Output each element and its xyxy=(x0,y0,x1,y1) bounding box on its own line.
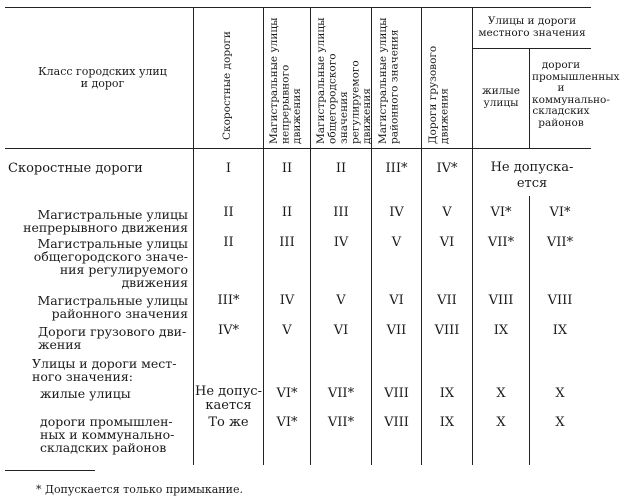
row-label-continuous-arterials: Магистральные улицы непрерывного движения xyxy=(23,207,188,235)
cell-r4-c3: VII xyxy=(386,323,407,338)
column-header-expressways: Скоростные дороги xyxy=(221,31,233,140)
column-header-industrial-roads: дороги промышленных и коммунально-складских районов xyxy=(532,59,620,129)
cell-r6-c2: VII* xyxy=(327,386,355,401)
cell-r3-c0: III* xyxy=(217,293,240,308)
cell-r3-c2: V xyxy=(336,293,346,308)
cell-r4-c6: IX xyxy=(552,323,568,338)
cell-r4-c1: V xyxy=(282,323,292,338)
cell-r7-c0: То же xyxy=(208,415,249,430)
cell-r3-c4: VII xyxy=(437,293,457,308)
cell-r7-c2: VII* xyxy=(327,415,355,430)
cell-r0-c0: I xyxy=(225,161,232,176)
cell-r3-c3: VI xyxy=(389,293,404,308)
row-label-district-arterials: Магистральные улицы районного значения xyxy=(37,293,188,321)
cell-r7-c5: X xyxy=(496,415,506,430)
cell-r1-c1: II xyxy=(281,205,293,220)
cell-r2-c6: VII* xyxy=(546,235,574,250)
local-group-header: Улицы и дороги местного значения xyxy=(478,15,586,39)
row-label-freight-roads: Дороги грузового дви- жения xyxy=(38,324,187,352)
table-top-border xyxy=(5,7,591,8)
cell-r1-c2: III xyxy=(333,205,349,220)
column-header-continuous-arterials: Магистральные улицы непрерывного движения xyxy=(268,17,303,144)
cell-r1-c5: VI* xyxy=(490,205,512,220)
cell-r2-c5: VII* xyxy=(487,235,515,250)
cell-r3-c1: IV xyxy=(279,293,295,308)
cell-r4-c2: VI xyxy=(333,323,349,338)
table-footnote: * Допускается только примыкание. xyxy=(36,483,243,496)
cell-r4-c5: IX xyxy=(493,323,509,338)
column-header-freight-roads: Дороги грузового движения xyxy=(427,45,451,144)
cell-r7-c3: VIII xyxy=(384,415,409,430)
cell-r0-c2: II xyxy=(335,161,347,176)
column-header-residential-streets: жилые улицы xyxy=(482,85,520,109)
cell-r6-c6: X xyxy=(555,386,565,401)
cell-r6-c1: VI* xyxy=(276,386,298,401)
corner-header-label: Класс городских улиц и дорог xyxy=(38,65,167,90)
local-group-divider xyxy=(472,48,591,49)
row-label-regulated-arterials: Магистральные улицы общегородского значе- ния регулируемого движения xyxy=(33,236,188,290)
cell-r1-c0: II xyxy=(223,205,234,220)
cell-r2-c3: V xyxy=(391,235,402,250)
cell-r1-c4: V xyxy=(442,205,452,220)
cell-r2-c4: VI xyxy=(439,235,455,250)
cell-r6-c4: IX xyxy=(439,386,455,401)
footnote-rule xyxy=(5,470,95,471)
cell-r2-c1: III xyxy=(279,235,295,250)
cell-r6-c5: X xyxy=(496,386,506,401)
cell-r6-c3: VIII xyxy=(384,386,409,401)
cell-r0-c4: IV* xyxy=(436,161,458,176)
cell-r2-c0: II xyxy=(223,235,234,250)
cell-r4-c0: IV* xyxy=(217,323,240,338)
cell-r7-c1: VI* xyxy=(276,415,298,430)
cell-r2-c2: IV xyxy=(333,235,349,250)
cell-r0-c1: II xyxy=(281,161,293,176)
column-header-regulated-arterials: Магистральные улицы общегородского значения регулируемого движения xyxy=(315,17,373,144)
cell-r4-c4: VIII xyxy=(434,323,460,338)
cell-r7-c4: IX xyxy=(439,415,455,430)
cell-r1-c6: VI* xyxy=(549,205,571,220)
cell-r6-c0: Не допус- кается xyxy=(195,384,262,413)
cell-r3-c6: VIII xyxy=(547,293,573,308)
col-divider-7 xyxy=(529,48,530,148)
cell-r1-c3: IV xyxy=(389,205,404,220)
row-label-expressways: Скоростные дороги xyxy=(8,161,143,176)
column-header-district-arterials: Магистральные улицы районного значения xyxy=(377,17,401,144)
cell-r3-c5: VIII xyxy=(488,293,514,308)
cell-r7-c6: X xyxy=(555,415,565,430)
cell-r0-c3: III* xyxy=(385,161,408,176)
header-bottom-border xyxy=(5,148,591,149)
cell-r0-span: Не допуска- ется xyxy=(490,160,574,191)
row-label-local-streets-group: Улицы и дороги мест- ного значения: xyxy=(32,356,177,384)
row-label-industrial-roads: дороги промышлен- ных и коммунально- складских районов xyxy=(40,414,175,455)
row-label-residential-streets: жилые улицы xyxy=(40,386,131,401)
